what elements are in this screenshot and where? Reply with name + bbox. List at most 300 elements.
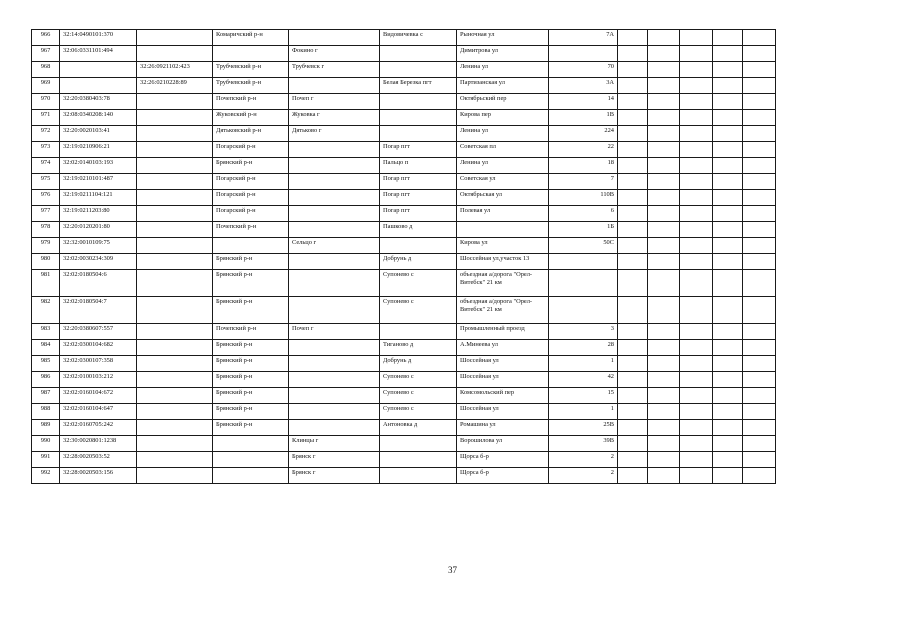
empty-cell <box>618 436 648 452</box>
table-row <box>32 238 776 254</box>
empty-cell <box>743 94 776 110</box>
town-cell: Сельцо г <box>289 238 380 254</box>
settlement-cell: Пальцо п <box>380 158 457 174</box>
secondary-cadastral-number-cell <box>137 452 213 468</box>
empty-cell <box>713 324 743 340</box>
town-cell <box>289 297 380 324</box>
settlement-cell: Антоновка д <box>380 420 457 436</box>
district-cell: Брянский р-н <box>213 356 289 372</box>
empty-cell <box>680 238 713 254</box>
row-number: 981 <box>32 270 60 297</box>
district-cell <box>213 46 289 62</box>
district-cell: Почепский р-н <box>213 94 289 110</box>
street-cell: Кирова пер <box>457 110 549 126</box>
table-row <box>32 420 776 436</box>
settlement-cell <box>380 452 457 468</box>
secondary-cadastral-number-cell <box>137 420 213 436</box>
house-number-cell: 7А <box>549 30 618 46</box>
town-cell <box>289 78 380 94</box>
empty-cell <box>680 94 713 110</box>
empty-cell <box>743 174 776 190</box>
table-row <box>32 254 776 270</box>
empty-cell <box>618 174 648 190</box>
house-number-cell <box>549 254 618 270</box>
empty-cell <box>713 142 743 158</box>
empty-cell <box>743 270 776 297</box>
district-cell: Брянский р-н <box>213 404 289 420</box>
town-cell <box>289 174 380 190</box>
empty-cell <box>648 46 680 62</box>
cadastral-number-cell <box>60 62 137 78</box>
empty-cell <box>618 356 648 372</box>
table-row <box>32 222 776 238</box>
secondary-cadastral-number-cell <box>137 142 213 158</box>
registry-table <box>31 29 776 484</box>
cadastral-number-cell: 32:06:0331101:494 <box>60 46 137 62</box>
empty-cell <box>618 110 648 126</box>
row-number: 984 <box>32 340 60 356</box>
cadastral-number-cell: 32:02:0160104:647 <box>60 404 137 420</box>
row-number: 967 <box>32 46 60 62</box>
town-cell <box>289 206 380 222</box>
empty-cell <box>743 238 776 254</box>
district-cell <box>213 436 289 452</box>
town-cell: Почеп г <box>289 94 380 110</box>
cadastral-number-cell: 32:19:0210101:487 <box>60 174 137 190</box>
empty-cell <box>743 468 776 484</box>
street-cell: Шоссейная ул <box>457 372 549 388</box>
row-number: 970 <box>32 94 60 110</box>
row-number: 978 <box>32 222 60 238</box>
empty-cell <box>713 190 743 206</box>
empty-cell <box>680 78 713 94</box>
cadastral-number-cell: 32:19:0210906:21 <box>60 142 137 158</box>
street-cell: Комсомольский пер <box>457 388 549 404</box>
secondary-cadastral-number-cell <box>137 238 213 254</box>
town-cell: Почеп г <box>289 324 380 340</box>
empty-cell <box>648 94 680 110</box>
empty-cell <box>713 158 743 174</box>
empty-cell <box>743 340 776 356</box>
table-row <box>32 324 776 340</box>
settlement-cell: Погар пгт <box>380 174 457 190</box>
district-cell: Погарский р-н <box>213 190 289 206</box>
cadastral-number-cell: 32:02:0140103:193 <box>60 158 137 174</box>
empty-cell <box>618 270 648 297</box>
town-cell <box>289 372 380 388</box>
street-cell: Ленина ул <box>457 126 549 142</box>
empty-cell <box>680 436 713 452</box>
cadastral-number-cell: 32:19:0211104:121 <box>60 190 137 206</box>
settlement-cell <box>380 46 457 62</box>
secondary-cadastral-number-cell <box>137 254 213 270</box>
secondary-cadastral-number-cell <box>137 158 213 174</box>
empty-cell <box>648 468 680 484</box>
district-cell: Брянский р-н <box>213 388 289 404</box>
house-number-cell: 28 <box>549 340 618 356</box>
row-number: 991 <box>32 452 60 468</box>
street-cell: Октябрьский пер <box>457 94 549 110</box>
empty-cell <box>618 222 648 238</box>
empty-cell <box>618 30 648 46</box>
cadastral-number-cell: 32:20:0380607:557 <box>60 324 137 340</box>
house-number-cell: 25В <box>549 420 618 436</box>
district-cell: Трубчевский р-н <box>213 62 289 78</box>
empty-cell <box>680 420 713 436</box>
empty-cell <box>713 452 743 468</box>
house-number-cell <box>549 270 618 297</box>
house-number-cell: 22 <box>549 142 618 158</box>
settlement-cell <box>380 238 457 254</box>
table-row <box>32 190 776 206</box>
house-number-cell: 18 <box>549 158 618 174</box>
empty-cell <box>648 158 680 174</box>
empty-cell <box>743 436 776 452</box>
house-number-cell: 50С <box>549 238 618 254</box>
row-number: 986 <box>32 372 60 388</box>
empty-cell <box>713 46 743 62</box>
empty-cell <box>713 174 743 190</box>
secondary-cadastral-number-cell <box>137 324 213 340</box>
empty-cell <box>743 356 776 372</box>
cadastral-number-cell: 32:14:0490101:370 <box>60 30 137 46</box>
street-cell: Шоссейная ул,участок 13 <box>457 254 549 270</box>
row-number: 974 <box>32 158 60 174</box>
empty-cell <box>743 324 776 340</box>
empty-cell <box>713 340 743 356</box>
secondary-cadastral-number-cell <box>137 222 213 238</box>
empty-cell <box>618 46 648 62</box>
town-cell: Дятьково г <box>289 126 380 142</box>
empty-cell <box>648 388 680 404</box>
district-cell: Почепский р-н <box>213 222 289 238</box>
empty-cell <box>713 94 743 110</box>
empty-cell <box>713 30 743 46</box>
empty-cell <box>648 452 680 468</box>
street-cell: Димитрова ул <box>457 46 549 62</box>
row-number: 980 <box>32 254 60 270</box>
empty-cell <box>618 78 648 94</box>
empty-cell <box>713 254 743 270</box>
empty-cell <box>648 238 680 254</box>
settlement-cell <box>380 324 457 340</box>
empty-cell <box>743 46 776 62</box>
house-number-cell: 1 <box>549 356 618 372</box>
settlement-cell: Добрунь д <box>380 356 457 372</box>
district-cell: Почепский р-н <box>213 324 289 340</box>
secondary-cadastral-number-cell <box>137 30 213 46</box>
row-number: 977 <box>32 206 60 222</box>
table-row <box>32 388 776 404</box>
empty-cell <box>713 372 743 388</box>
row-number: 975 <box>32 174 60 190</box>
district-cell: Брянский р-н <box>213 297 289 324</box>
empty-cell <box>713 78 743 94</box>
town-cell <box>289 404 380 420</box>
settlement-cell: Погар пгт <box>380 142 457 158</box>
house-number-cell: 2 <box>549 452 618 468</box>
empty-cell <box>618 372 648 388</box>
empty-cell <box>648 174 680 190</box>
secondary-cadastral-number-cell <box>137 340 213 356</box>
street-cell: Шоссейная ул <box>457 404 549 420</box>
settlement-cell: Тиганово д <box>380 340 457 356</box>
street-cell: Советская пл <box>457 142 549 158</box>
cadastral-number-cell <box>60 78 137 94</box>
settlement-cell: Пашково д <box>380 222 457 238</box>
empty-cell <box>680 452 713 468</box>
row-number: 972 <box>32 126 60 142</box>
settlement-cell: Супонево с <box>380 388 457 404</box>
house-number-cell: 7 <box>549 174 618 190</box>
empty-cell <box>713 222 743 238</box>
cadastral-number-cell: 32:08:0340208:140 <box>60 110 137 126</box>
street-cell: Полевая ул <box>457 206 549 222</box>
empty-cell <box>680 297 713 324</box>
page-number: 37 <box>448 565 457 575</box>
empty-cell <box>680 190 713 206</box>
cadastral-number-cell: 32:20:0380403:78 <box>60 94 137 110</box>
district-cell: Брянский р-н <box>213 420 289 436</box>
empty-cell <box>743 254 776 270</box>
table-row <box>32 404 776 420</box>
table-row <box>32 62 776 78</box>
empty-cell <box>648 270 680 297</box>
settlement-cell: Супонево с <box>380 404 457 420</box>
cadastral-number-cell: 32:02:0180504:6 <box>60 270 137 297</box>
empty-cell <box>648 254 680 270</box>
row-number: 969 <box>32 78 60 94</box>
secondary-cadastral-number-cell <box>137 436 213 452</box>
empty-cell <box>713 468 743 484</box>
empty-cell <box>680 62 713 78</box>
house-number-cell <box>549 46 618 62</box>
empty-cell <box>618 254 648 270</box>
house-number-cell: 1 <box>549 404 618 420</box>
town-cell <box>289 158 380 174</box>
cadastral-number-cell: 32:19:0211203:80 <box>60 206 137 222</box>
table-row <box>32 30 776 46</box>
town-cell <box>289 30 380 46</box>
table-row <box>32 78 776 94</box>
empty-cell <box>680 254 713 270</box>
cadastral-number-cell: 32:32:0010109:75 <box>60 238 137 254</box>
secondary-cadastral-number-cell <box>137 372 213 388</box>
street-cell: Щорса б-р <box>457 452 549 468</box>
district-cell: Погарский р-н <box>213 174 289 190</box>
settlement-cell <box>380 468 457 484</box>
empty-cell <box>618 126 648 142</box>
empty-cell <box>648 356 680 372</box>
street-cell: Промышленный проезд <box>457 324 549 340</box>
district-cell: Брянский р-н <box>213 340 289 356</box>
settlement-cell: Погар пгт <box>380 206 457 222</box>
town-cell: Фокино г <box>289 46 380 62</box>
empty-cell <box>743 126 776 142</box>
cadastral-number-cell: 32:02:0300107:358 <box>60 356 137 372</box>
table-row <box>32 206 776 222</box>
street-cell: Кирова ул <box>457 238 549 254</box>
secondary-cadastral-number-cell <box>137 94 213 110</box>
empty-cell <box>743 452 776 468</box>
table-row <box>32 46 776 62</box>
settlement-cell: Добрунь д <box>380 254 457 270</box>
house-number-cell: 3А <box>549 78 618 94</box>
empty-cell <box>618 340 648 356</box>
town-cell: Брянск г <box>289 468 380 484</box>
empty-cell <box>618 206 648 222</box>
empty-cell <box>713 110 743 126</box>
empty-cell <box>743 142 776 158</box>
town-cell <box>289 356 380 372</box>
table-row <box>32 110 776 126</box>
empty-cell <box>743 190 776 206</box>
table-row <box>32 436 776 452</box>
empty-cell <box>713 62 743 78</box>
empty-cell <box>680 270 713 297</box>
secondary-cadastral-number-cell <box>137 190 213 206</box>
street-cell <box>457 222 549 238</box>
empty-cell <box>713 356 743 372</box>
row-number: 971 <box>32 110 60 126</box>
town-cell: Клинцы г <box>289 436 380 452</box>
house-number-cell: 224 <box>549 126 618 142</box>
row-number: 985 <box>32 356 60 372</box>
district-cell <box>213 238 289 254</box>
empty-cell <box>618 420 648 436</box>
town-cell <box>289 254 380 270</box>
district-cell: Брянский р-н <box>213 254 289 270</box>
empty-cell <box>743 206 776 222</box>
empty-cell <box>680 324 713 340</box>
town-cell: Жуковка г <box>289 110 380 126</box>
empty-cell <box>743 297 776 324</box>
empty-cell <box>648 436 680 452</box>
empty-cell <box>743 388 776 404</box>
empty-cell <box>680 340 713 356</box>
empty-cell <box>743 222 776 238</box>
town-cell <box>289 270 380 297</box>
empty-cell <box>713 388 743 404</box>
district-cell: Погарский р-н <box>213 206 289 222</box>
secondary-cadastral-number-cell: 32:26:0921102:423 <box>137 62 213 78</box>
empty-cell <box>743 404 776 420</box>
empty-cell <box>680 126 713 142</box>
empty-cell <box>648 324 680 340</box>
secondary-cadastral-number-cell: 32:26:0210228:89 <box>137 78 213 94</box>
town-cell <box>289 420 380 436</box>
empty-cell <box>618 62 648 78</box>
cadastral-number-cell: 32:28:0020503:156 <box>60 468 137 484</box>
settlement-cell: Супонево с <box>380 297 457 324</box>
house-number-cell: 2 <box>549 468 618 484</box>
street-cell: объездная а/дорога "Орел-Витебск" 21 км <box>457 270 549 297</box>
house-number-cell: 42 <box>549 372 618 388</box>
empty-cell <box>743 372 776 388</box>
settlement-cell <box>380 62 457 78</box>
row-number: 982 <box>32 297 60 324</box>
street-cell: Октябрьская ул <box>457 190 549 206</box>
table-row <box>32 94 776 110</box>
table-row <box>32 372 776 388</box>
empty-cell <box>648 126 680 142</box>
empty-cell <box>618 468 648 484</box>
empty-cell <box>680 46 713 62</box>
empty-cell <box>648 190 680 206</box>
street-cell: Шоссейная ул <box>457 356 549 372</box>
cadastral-number-cell: 32:20:0120201:80 <box>60 222 137 238</box>
house-number-cell: 14 <box>549 94 618 110</box>
street-cell: Ленина ул <box>457 158 549 174</box>
street-cell: Партизанская ул <box>457 78 549 94</box>
district-cell: Брянский р-н <box>213 158 289 174</box>
empty-cell <box>618 388 648 404</box>
secondary-cadastral-number-cell <box>137 297 213 324</box>
street-cell: Ромашина ул <box>457 420 549 436</box>
house-number-cell: 110В <box>549 190 618 206</box>
cadastral-number-cell: 32:28:0020503:52 <box>60 452 137 468</box>
settlement-cell: Видовичевка с <box>380 30 457 46</box>
street-cell: А.Минеева ул <box>457 340 549 356</box>
cadastral-number-cell: 32:02:0160705:242 <box>60 420 137 436</box>
street-cell: Ворошилова ул <box>457 436 549 452</box>
empty-cell <box>680 174 713 190</box>
empty-cell <box>648 340 680 356</box>
house-number-cell: 1Б <box>549 222 618 238</box>
table-row <box>32 126 776 142</box>
table-row <box>32 356 776 372</box>
row-number: 992 <box>32 468 60 484</box>
settlement-cell: Белая Березка пгт <box>380 78 457 94</box>
row-number: 990 <box>32 436 60 452</box>
cadastral-number-cell: 32:20:0020103:41 <box>60 126 137 142</box>
settlement-cell: Погар пгт <box>380 190 457 206</box>
empty-cell <box>713 436 743 452</box>
town-cell <box>289 190 380 206</box>
empty-cell <box>618 94 648 110</box>
empty-cell <box>743 420 776 436</box>
empty-cell <box>680 372 713 388</box>
secondary-cadastral-number-cell <box>137 356 213 372</box>
empty-cell <box>713 297 743 324</box>
cadastral-number-cell: 32:02:0180504:7 <box>60 297 137 324</box>
district-cell <box>213 468 289 484</box>
table-row <box>32 174 776 190</box>
empty-cell <box>713 206 743 222</box>
table-row <box>32 468 776 484</box>
empty-cell <box>743 110 776 126</box>
district-cell: Жуковский р-н <box>213 110 289 126</box>
empty-cell <box>648 62 680 78</box>
empty-cell <box>680 404 713 420</box>
secondary-cadastral-number-cell <box>137 388 213 404</box>
empty-cell <box>618 190 648 206</box>
empty-cell <box>648 110 680 126</box>
town-cell: Трубчевск г <box>289 62 380 78</box>
empty-cell <box>680 30 713 46</box>
settlement-cell <box>380 110 457 126</box>
house-number-cell: 3 <box>549 324 618 340</box>
street-cell: Ленина ул <box>457 62 549 78</box>
cadastral-number-cell: 32:02:0300104:682 <box>60 340 137 356</box>
empty-cell <box>648 206 680 222</box>
settlement-cell <box>380 126 457 142</box>
empty-cell <box>743 30 776 46</box>
empty-cell <box>680 356 713 372</box>
empty-cell <box>680 388 713 404</box>
empty-cell <box>713 420 743 436</box>
district-cell: Трубчевский р-н <box>213 78 289 94</box>
